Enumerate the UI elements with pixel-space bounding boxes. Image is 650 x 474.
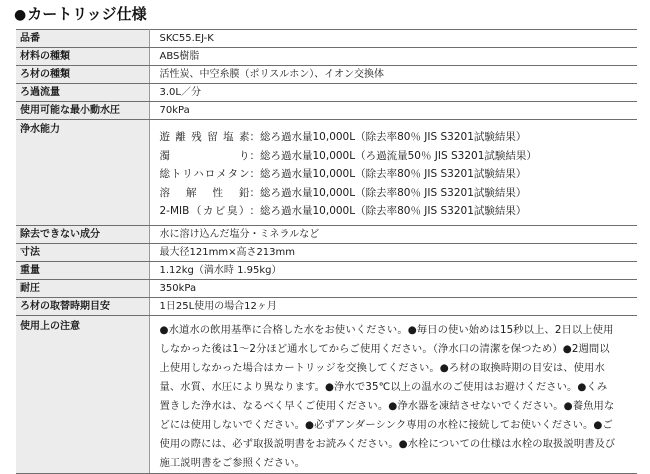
row-value: SKC55.EJ-K (149, 30, 637, 48)
row-label: 使用可能な最小動水圧 (16, 102, 149, 120)
filtration-row (16, 120, 637, 226)
row-label: ろ材の種類 (16, 66, 149, 84)
list-item (160, 147, 638, 166)
row-label: 材料の種類 (16, 48, 149, 66)
notes-row (16, 316, 637, 474)
table-row (16, 66, 637, 84)
bullet-icon: ● (14, 7, 27, 23)
table-row (16, 244, 637, 262)
list-item (160, 128, 638, 147)
table-row (16, 226, 637, 244)
row-value: 水に溶け込んだ塩分・ミネラルなど (149, 226, 637, 244)
contaminant-name: 2-MIB（カビ臭） (159, 205, 250, 217)
row-label: ろ過流量 (16, 84, 149, 102)
table-row (16, 298, 637, 316)
table-row (16, 84, 637, 102)
contaminant-name: 溶解性鉛 (159, 186, 250, 199)
filtration-list (160, 128, 638, 221)
row-label: 耐圧 (16, 280, 149, 298)
row-label: 品番 (16, 30, 149, 48)
notes-label: 使用上の注意 (16, 316, 149, 474)
filtration-value (149, 120, 637, 226)
row-value: 3.0L／分 (149, 84, 637, 102)
contaminant-detail: ：総ろ過水量10,000L（除去率80％ JIS S3201試験結果） (249, 168, 527, 180)
section-title-text: カートリッジ仕様 (27, 5, 147, 23)
list-item (160, 202, 638, 221)
table-row (16, 102, 637, 120)
row-value: 最大径121mm×高さ213mm (149, 244, 637, 262)
row-value: 1日25L使用の場合12ヶ月 (149, 298, 637, 316)
row-value: 70kPa (149, 102, 637, 120)
row-label: 重量 (16, 262, 149, 280)
contaminant-detail: ：総ろ過水量10,000L（除去率80％ JIS S3201試験結果） (249, 205, 527, 217)
filtration-label: 浄水能力 (16, 120, 149, 226)
row-value: 活性炭、中空糸膜（ポリスルホン）、イオン交換体 (149, 66, 637, 84)
contaminant-detail: ：総ろ過水量10,000L（ろ過流量50％ JIS S3201試験結果） (249, 149, 537, 162)
table-row (16, 262, 637, 280)
section-title (14, 3, 147, 25)
contaminant-detail: ：総ろ過水量10,000L（除去率80％ JIS S3201試験結果） (249, 186, 527, 199)
row-label: 寸法 (16, 244, 149, 262)
row-label: ろ材の取替時期目安 (16, 298, 149, 316)
contaminant-name: 遊離残留塩素 (159, 131, 250, 143)
contaminant-name: 濁り (159, 149, 250, 162)
contaminant-name: 総トリハロメタン (159, 168, 250, 180)
contaminant-detail: ：総ろ過水量10,000L（除去率80％ JIS S3201試験結果） (249, 131, 527, 143)
list-item (160, 184, 638, 203)
usage-notes-text: ●水道水の飲用基準に合格した水をお使いください。●毎日の使い始めは15秒以上、2日以上使用しなかった後は1～2分ほど通水してからご使用ください。（浄水口の清潔を保つため）●2週間以上使用しなかった場合はカートリッジを交換してください。●ろ材の取換時期の目安は、使用水量、水質、水圧により異なります。●浄水で35℃以上の温水のご使用はお避けください。●くみ置きした浄水は、なるべく早くご使用ください。●浄水器を凍結させないでください。●養魚用などには使用しないでください。●必ずアンダーシンク専用の水栓に接続してお使いください。●ご使用の際には、必ず取扱説明書をお読みください。●水栓についての仕様は水栓の取扱説明書及び施工説明書をご参照ください。 (159, 324, 616, 469)
spec-table (16, 29, 637, 474)
row-value: 350kPa (149, 280, 637, 298)
row-label: 除去できない成分 (16, 226, 149, 244)
list-item (160, 165, 638, 184)
table-row (16, 30, 637, 48)
notes-value (149, 316, 637, 474)
row-value: 1.12kg（満水時 1.95kg） (149, 262, 637, 280)
row-value: ABS樹脂 (149, 48, 637, 66)
table-row (16, 280, 637, 298)
table-row (16, 48, 637, 66)
